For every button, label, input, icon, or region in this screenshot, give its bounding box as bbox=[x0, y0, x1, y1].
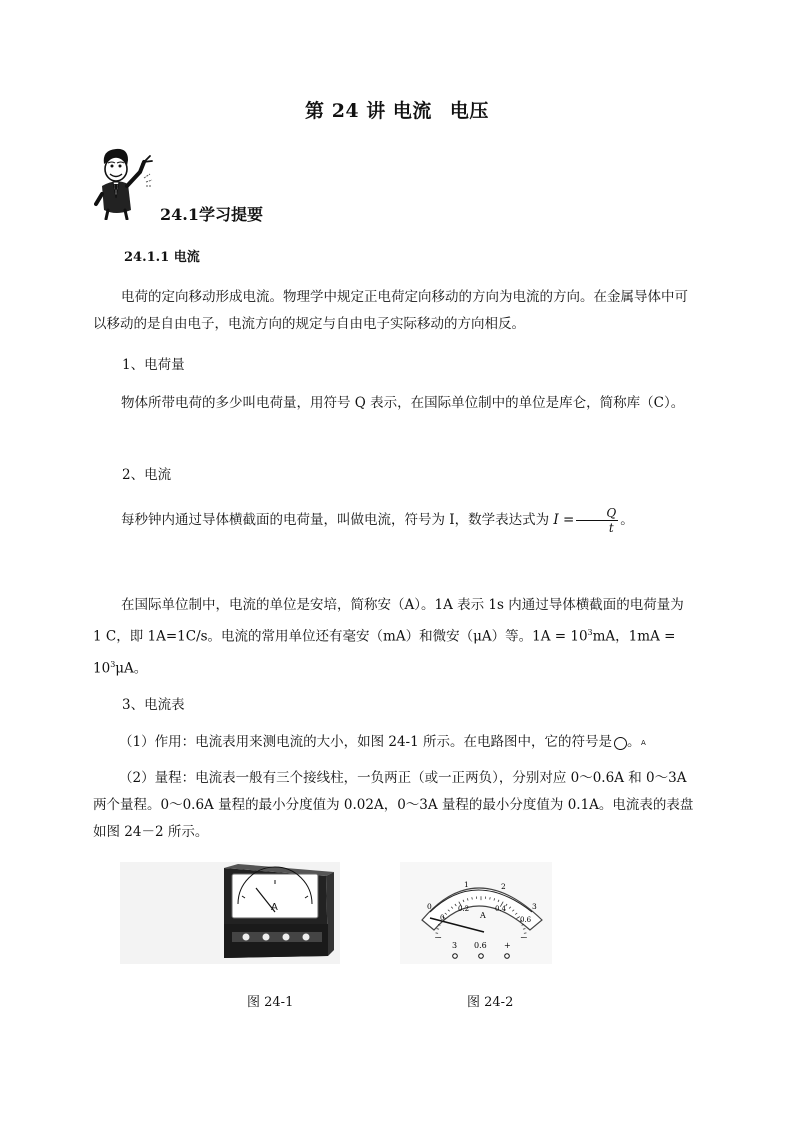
outer-tick-label: 2 bbox=[501, 882, 506, 891]
terminal-label: 3 bbox=[452, 941, 458, 950]
inner-tick-label: 0.2 bbox=[458, 905, 470, 913]
ammeter-range-paragraph: （2）量程：电流表一般有三个接线柱，一负两正（或一正两负），分别对应 0～0.6A 和 0～3A 两个量程。0～0.6A 量程的最小分度值为 0.02A，0～3A 量程的最小分度值为 0.1A。电流表的表盘如图 24－2 所示。 bbox=[93, 770, 694, 840]
dial-tick bbox=[490, 897, 491, 899]
formula-lhs: I = bbox=[553, 512, 575, 528]
subsection-heading: 24.1.1 电流 bbox=[124, 250, 200, 265]
item3-heading: 3、电流表 bbox=[122, 697, 185, 713]
ammeter-symbol-icon: A bbox=[614, 737, 627, 750]
terminal-post bbox=[453, 954, 458, 959]
units-paragraph: 在国际单位制中，电流的单位是安培，简称安（A）。1A 表示 1s 内通过导体横截面的电荷量为 1 C，即 1A=1C/s。电流的常用单位还有毫安（mA）和微安（μA）等。$1A = 10^3mA$，$1mA = 10^3\mu A$。 bbox=[93, 597, 684, 676]
dial-unit-label: A bbox=[480, 911, 486, 920]
intro-paragraph: 电荷的定向移动形成电流。物理学中规定正电荷定向移动的方向为电流的方向。在金属导体中可以移动的是自由电子，电流方向的规定与自由电子实际移动的方向相反。 bbox=[93, 289, 688, 332]
terminal-post bbox=[505, 954, 510, 959]
figure1-caption: 图 24-1 bbox=[247, 995, 294, 1010]
ammeter-dial-letter: A bbox=[271, 902, 278, 913]
formula-fraction: $\frac{Q}{t}$ bbox=[576, 506, 618, 535]
outer-tick-label: 1 bbox=[464, 880, 469, 889]
teacher-pointing-illustration bbox=[94, 144, 158, 220]
inner-tick-label: 0.6 bbox=[520, 916, 532, 924]
item1-heading: 1、电荷量 bbox=[122, 357, 185, 373]
ammeter-function-paragraph: （1）作用：电流表用来测电流的大小，如图 24-1 所示。在电路图中，它的符号是 A。 bbox=[119, 734, 646, 750]
inner-tick-label: 0 bbox=[440, 914, 445, 922]
ammeter-device-figure bbox=[120, 862, 340, 964]
terminal-label: 0.6 bbox=[474, 941, 487, 950]
figure2-caption: 图 24-2 bbox=[467, 995, 514, 1010]
charge-paragraph: 物体所带电荷的多少叫电荷量，用符号 Q 表示，在国际单位制中的单位是库仑，简称库（C）。 bbox=[121, 395, 685, 411]
outer-tick-label: 3 bbox=[532, 902, 537, 911]
item2-heading: 2、电流 bbox=[122, 467, 172, 483]
terminal-post bbox=[479, 954, 484, 959]
page-title: 第 24 讲 电流 电压 bbox=[305, 100, 489, 122]
terminal-label: + bbox=[504, 941, 511, 950]
ammeter-dial-face-figure bbox=[400, 862, 552, 964]
outer-tick-label: 0 bbox=[427, 902, 432, 911]
inner-tick-label: 0.4 bbox=[495, 905, 507, 913]
section-heading: 24.1学习提要 bbox=[160, 205, 263, 224]
current-definition-paragraph: 每秒钟内通过导体横截面的电荷量，叫做电流，符号为 I，数学表达式为 I = $\frac{Q}{t}$ 。 bbox=[121, 506, 634, 535]
dial-tick bbox=[472, 897, 473, 899]
